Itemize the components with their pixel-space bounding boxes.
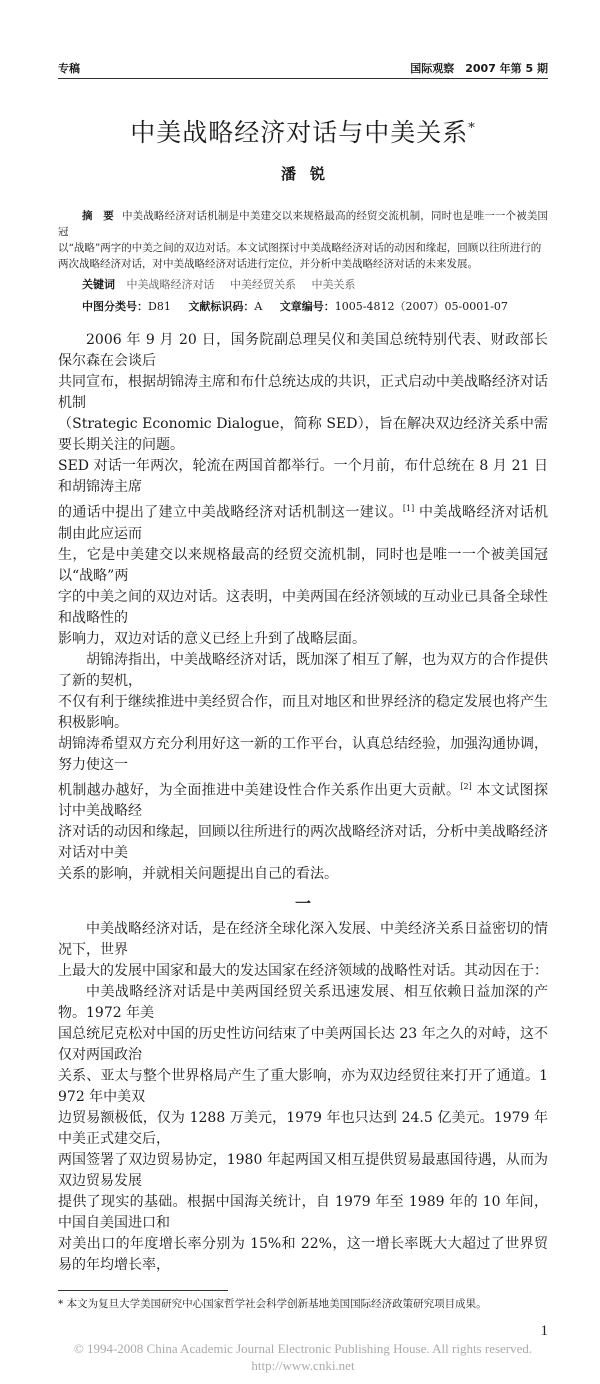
footnote-divider bbox=[58, 1290, 228, 1291]
text-line: 生，它是中美建交以来规格最高的经贸交流机制，同时也是唯一一个被美国冠以“战略”两 bbox=[58, 546, 548, 584]
keyword: 中美经贸关系 bbox=[230, 278, 296, 291]
text-line: 国总统尼克松对中国的历史性访问结束了中美两国长达 23 年之久的对峙，这不仅对两国政治 bbox=[58, 1026, 548, 1064]
text-line: 不仅有利于继续推进中美经贸合作，而且对地区和世界经济的稳定发展也将产生积极影响。 bbox=[58, 693, 548, 731]
clc-label: 中图分类号： bbox=[82, 300, 148, 313]
abstract bbox=[58, 208, 548, 272]
abstract-line: 以“战略”两字的中美之间的双边对话。本文试图探讨中美战略经济对话的动因和缘起，回顾以往所进行的 bbox=[58, 242, 542, 254]
running-header bbox=[58, 58, 548, 79]
abstract-line: 中美战略经济对话机制是中美建交以来规格最高的经贸交流机制，同时也是唯一一个被美国冠 bbox=[58, 210, 549, 238]
text-line: 共同宣布，根据胡锦涛主席和布什总统达成的共识，正式启动中美战略经济对话机制 bbox=[58, 374, 548, 411]
text-line: 的通话中提出了建立中美战略经济对话机制这一建议。[1] 中美战略经济对话机制由此应运而 bbox=[58, 504, 548, 542]
title-text: 中美战略经济对话与中美关系 bbox=[130, 118, 469, 147]
text-line: 提供了现实的基础。根据中国海关统计，自 1979 年至 1989 年的 10 年间，中国自美国进口和 bbox=[58, 1194, 548, 1232]
text-line: 边贸易额极低，仅为 1288 万美元，1979 年也只达到 24.5 亿美元。1979 年中美正式建交后， bbox=[58, 1110, 548, 1148]
body-section-1 bbox=[58, 919, 548, 1276]
text-line: 2006 年 9 月 20 日，国务院副总理吴仪和美国总统特别代表、财政部长保尔森在会谈后 bbox=[58, 332, 548, 369]
text-line: 胡锦涛指出，中美战略经济对话，既加深了相互了解，也为双方的合作提供了新的契机， bbox=[58, 651, 548, 689]
article-no-label: 文章编号： bbox=[279, 300, 335, 313]
text-line: SED 对话一年两次，轮流在两国首都举行。一个月前，布什总统在 8 月 21 日和胡锦涛主席 bbox=[58, 458, 548, 495]
article-no-value: 1005-4812（2007）05-0001-07 bbox=[334, 300, 508, 313]
section-label: 专稿 bbox=[58, 62, 80, 75]
abstract-line: 两次战略经济对话，对中美战略经济对话进行定位，并分析中美战略经济对话的未来发展。 bbox=[58, 258, 478, 270]
page-footer bbox=[58, 1322, 548, 1374]
text-line: 中美战略经济对话，是在经济全球化深入发展、中美经济关系日益密切的情况下，世界 bbox=[58, 921, 548, 959]
clc-value: D81 bbox=[148, 300, 171, 313]
page-number: 1 bbox=[540, 1323, 548, 1340]
classification-info bbox=[58, 298, 548, 316]
text-line: 字的中美之间的双边对话。这表明，中美两国在经济领域的互动业已具备全球性和战略性的 bbox=[58, 588, 548, 626]
doc-code-value: A bbox=[254, 300, 263, 313]
citation-ref[interactable]: [2] bbox=[460, 781, 472, 791]
text-line: 中美战略经济对话是中美两国经贸关系迅速发展、相互依赖日益加深的产物。1972 年美 bbox=[58, 984, 548, 1022]
text-line: 机制越办越好，为全面推进中美建设性合作关系作出更大贡献。[2] 本文试图探讨中美战略经 bbox=[58, 781, 549, 820]
text-line: 对美出口的年度增长率分别为 15%和 22%，这一增长率既大大超过了世界贸易的年均增长率， bbox=[58, 1236, 548, 1274]
doc-code-label: 文献标识码： bbox=[188, 300, 255, 313]
footnote: * 本文为复旦大学美国研究中心国家哲学社会科学创新基地美国国际经济政策研究项目成果。 bbox=[58, 1298, 487, 1311]
copyright-notice: © 1994-2008 China Academic Journal Electronic Publishing House. All rights reserved. http://www.cnki.net bbox=[73, 1341, 549, 1374]
text-line: （Strategic Economic Dialogue，简称 SED），旨在解决双边经济关系中需要长期关注的问题。 bbox=[58, 416, 548, 453]
text-line: 关系的影响，并就相关问题提出自己的看法。 bbox=[58, 866, 338, 883]
section-heading: 一 bbox=[294, 894, 311, 914]
body-intro bbox=[58, 330, 548, 885]
keywords-label: 关键词 bbox=[82, 278, 115, 291]
author: 潘锐 bbox=[280, 165, 339, 183]
article-title bbox=[58, 117, 548, 149]
abstract-label: 摘 要 bbox=[82, 210, 114, 222]
keywords bbox=[58, 276, 548, 294]
text-line: 影响力，双边对话的意义已经上升到了战略层面。 bbox=[58, 630, 366, 647]
journal-issue: 国际观察 2007 年第 5 期 bbox=[410, 62, 548, 75]
page bbox=[58, 0, 548, 1384]
text-line: 济对话的动因和缘起，回顾以往所进行的两次战略经济对话，分析中美战略经济对话对中美 bbox=[58, 824, 548, 862]
title-footnote-mark: * bbox=[468, 121, 476, 136]
text-line: 上最大的发展中国家和最大的发达国家在经济领域的战略性对话。其动因在于： bbox=[58, 963, 548, 980]
keyword: 中美关系 bbox=[311, 278, 356, 291]
citation-ref[interactable]: [1] bbox=[402, 504, 415, 513]
keyword: 中美战略经济对话 bbox=[126, 278, 215, 291]
text-line: 两国签署了双边贸易协定，1980 年起两国又相互提供贸易最惠国待遇，从而为双边贸易发展 bbox=[58, 1152, 548, 1190]
text-line: 关系、亚太与整个世界格局产生了重大影响，亦为双边经贸往来打开了通道。1972 年中美双 bbox=[58, 1068, 548, 1106]
text-line: 胡锦涛希望双方充分利用好这一新的工作平台，认真总结经验，加强沟通协调，努力使这一 bbox=[58, 735, 548, 773]
